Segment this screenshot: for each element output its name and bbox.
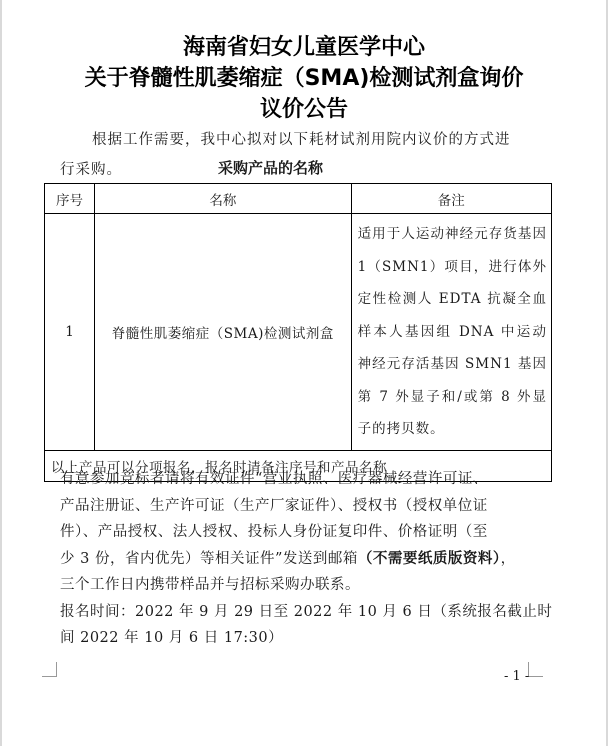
registration-time-line1: 报名时间：2022 年 9 月 29 日至 2022 年 10 月 6 日（系统报名截止时	[60, 603, 553, 620]
instructions-line4-text: 少 3 份，省内优先）等相关证件”发送到邮箱	[60, 550, 358, 567]
instructions-line3: 件）、产品授权、法人授权、投标人身份证复印件、价格证明（至	[60, 524, 488, 540]
row-note: 适用于人运动神经元存货基因 1（SMN1）项目，进行体外定性检测人 EDTA 抗凝全血样本人基因组 DNA 中运动神经元存活基因 SMN1 基因第 7 外显子和/或第 8 外显子的拷贝数。	[351, 214, 551, 451]
header-name: 名称	[95, 184, 352, 214]
instructions-block	[60, 466, 560, 652]
margin-corner-mark-left	[42, 662, 57, 677]
header-note: 备注	[351, 184, 551, 214]
table-footer-note: 以上产品可以分项报名，报名时请备注序号和产品名称	[45, 450, 552, 481]
page-number: - 1 -	[504, 669, 530, 684]
intro-line2: 行采购。	[60, 162, 122, 178]
document-title-line2: 关于脊髓性肌萎缩症（SMA)检测试剂盒询价	[84, 66, 524, 91]
instructions-line5: 三个工作日内携带样品并与招标采购办联系。	[60, 577, 360, 593]
section-heading: 采购产品的名称	[218, 159, 324, 177]
instructions-line4-end: ，	[500, 550, 516, 567]
intro-line1: 根据工作需要，我中心拟对以下耗材试剂用院内议价的方式进	[92, 132, 511, 148]
registration-time-line2: 间 2022 年 10 月 6 日 17:30）	[60, 630, 284, 646]
product-table	[44, 183, 552, 482]
instructions-line1: 有意参加竞标者请将有效证件“营业执照、医疗器械经营许可证、	[60, 471, 488, 487]
document-title-line3: 议价公告	[259, 97, 348, 122]
table-row	[45, 214, 552, 451]
instructions-line4	[60, 546, 560, 573]
margin-corner-mark-right	[528, 662, 543, 677]
document-title-line1: 海南省妇女儿童医学中心	[182, 35, 425, 60]
instructions-line2: 产品注册证、生产许可证（生产厂家证件）、授权书（授权单位证	[60, 497, 488, 514]
row-name: 脊髓性肌萎缩症（SMA)检测试剂盒	[95, 214, 352, 451]
row-no: 1	[45, 214, 95, 451]
table-header-row	[45, 184, 552, 214]
no-paper-note: （不需要纸质版资料）	[357, 550, 501, 567]
header-no: 序号	[45, 184, 95, 214]
